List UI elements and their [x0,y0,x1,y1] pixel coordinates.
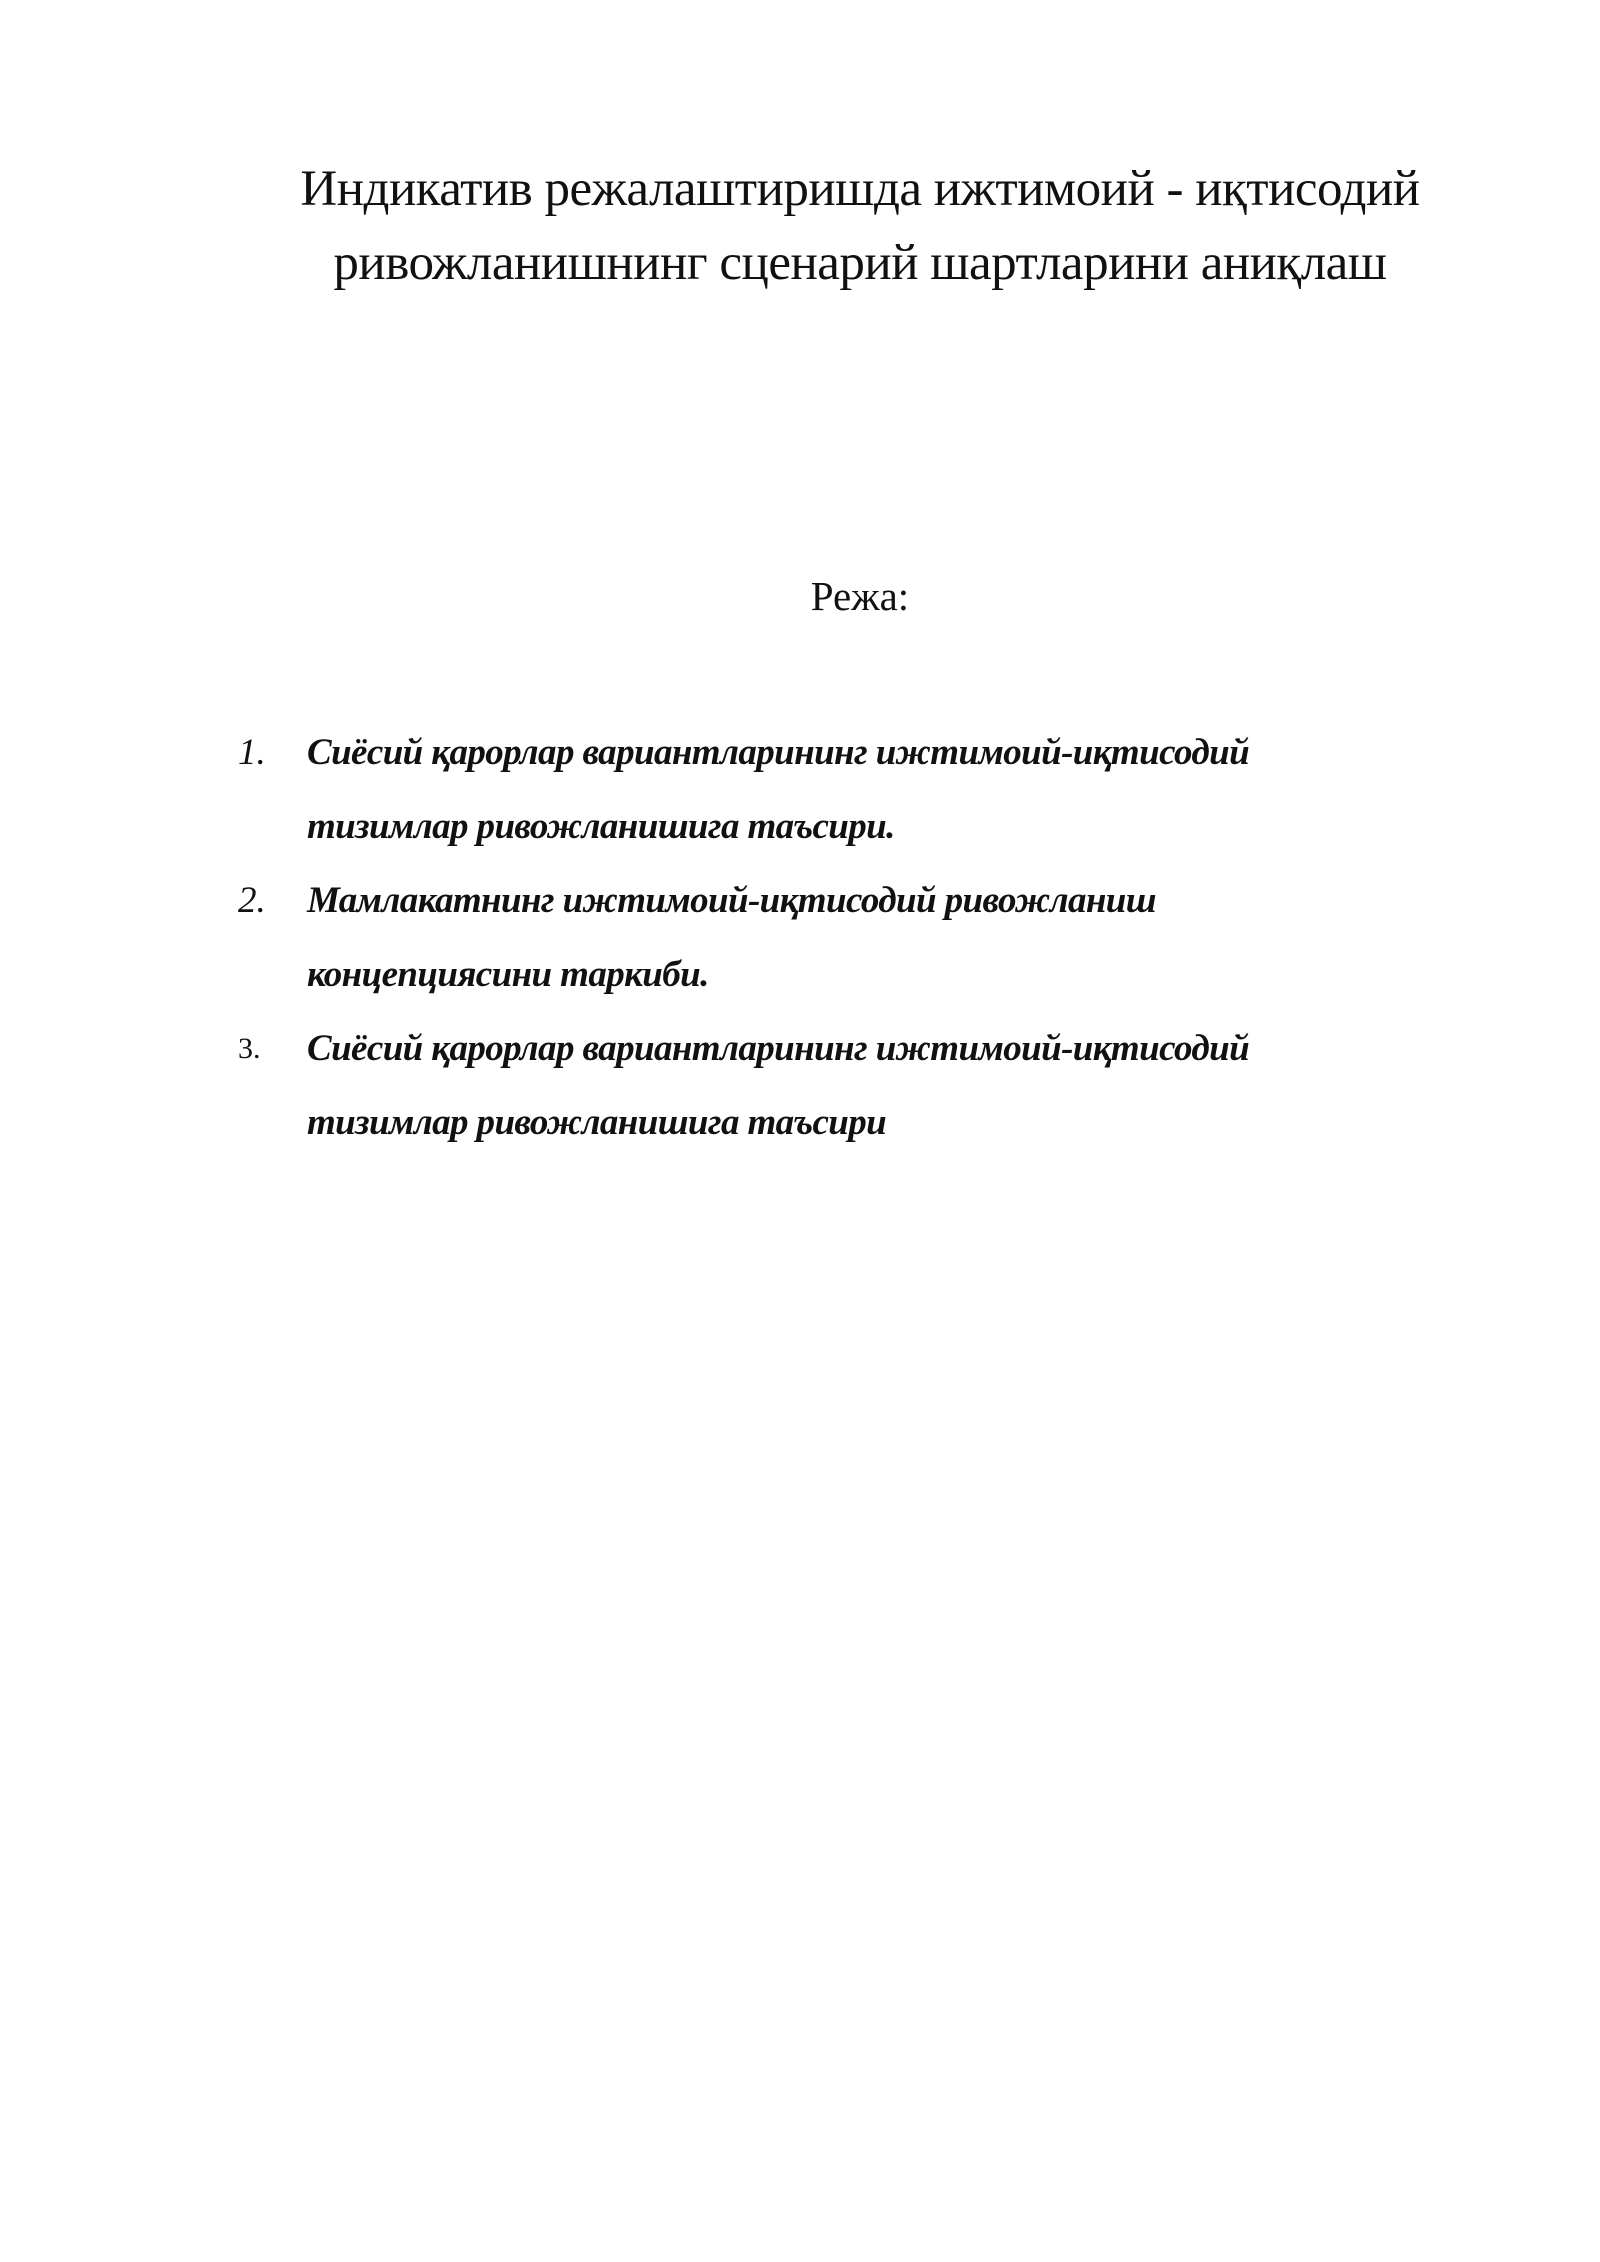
plan-item-number: 1. [238,732,266,773]
document-title [200,152,1520,300]
plan-item-text: тизимлар ривожланишига таъсири [307,1102,887,1143]
plan-item [238,716,1418,864]
plan-item-text: тизимлар ривожланишига таъсири. [307,806,895,847]
plan-item [238,864,1418,1012]
plan-item [238,1012,1418,1160]
plan-item-text: Сиёсий қарорлар вариантларининг ижтимоий-иқтисодий [307,1028,1250,1069]
plan-heading: Режа: [810,573,910,619]
plan-item-number: 3. [238,1032,261,1065]
plan-item-text: Мамлакатнинг ижтимоий-иқтисодий ривожланиш [307,880,1156,921]
title-line: Индикатив режалаштиришда ижтимоий - иқтисодий [300,161,1420,217]
plan-list [238,716,1418,1160]
plan-item-text: концепциясини таркиби. [307,954,709,995]
plan-item-text: Сиёсий қарорлар вариантларининг ижтимоий-иқтисодий [307,732,1250,773]
plan-item-number: 2. [238,880,266,921]
title-line: ривожланишнинг сценарий шартларини аниқлаш [333,235,1387,291]
